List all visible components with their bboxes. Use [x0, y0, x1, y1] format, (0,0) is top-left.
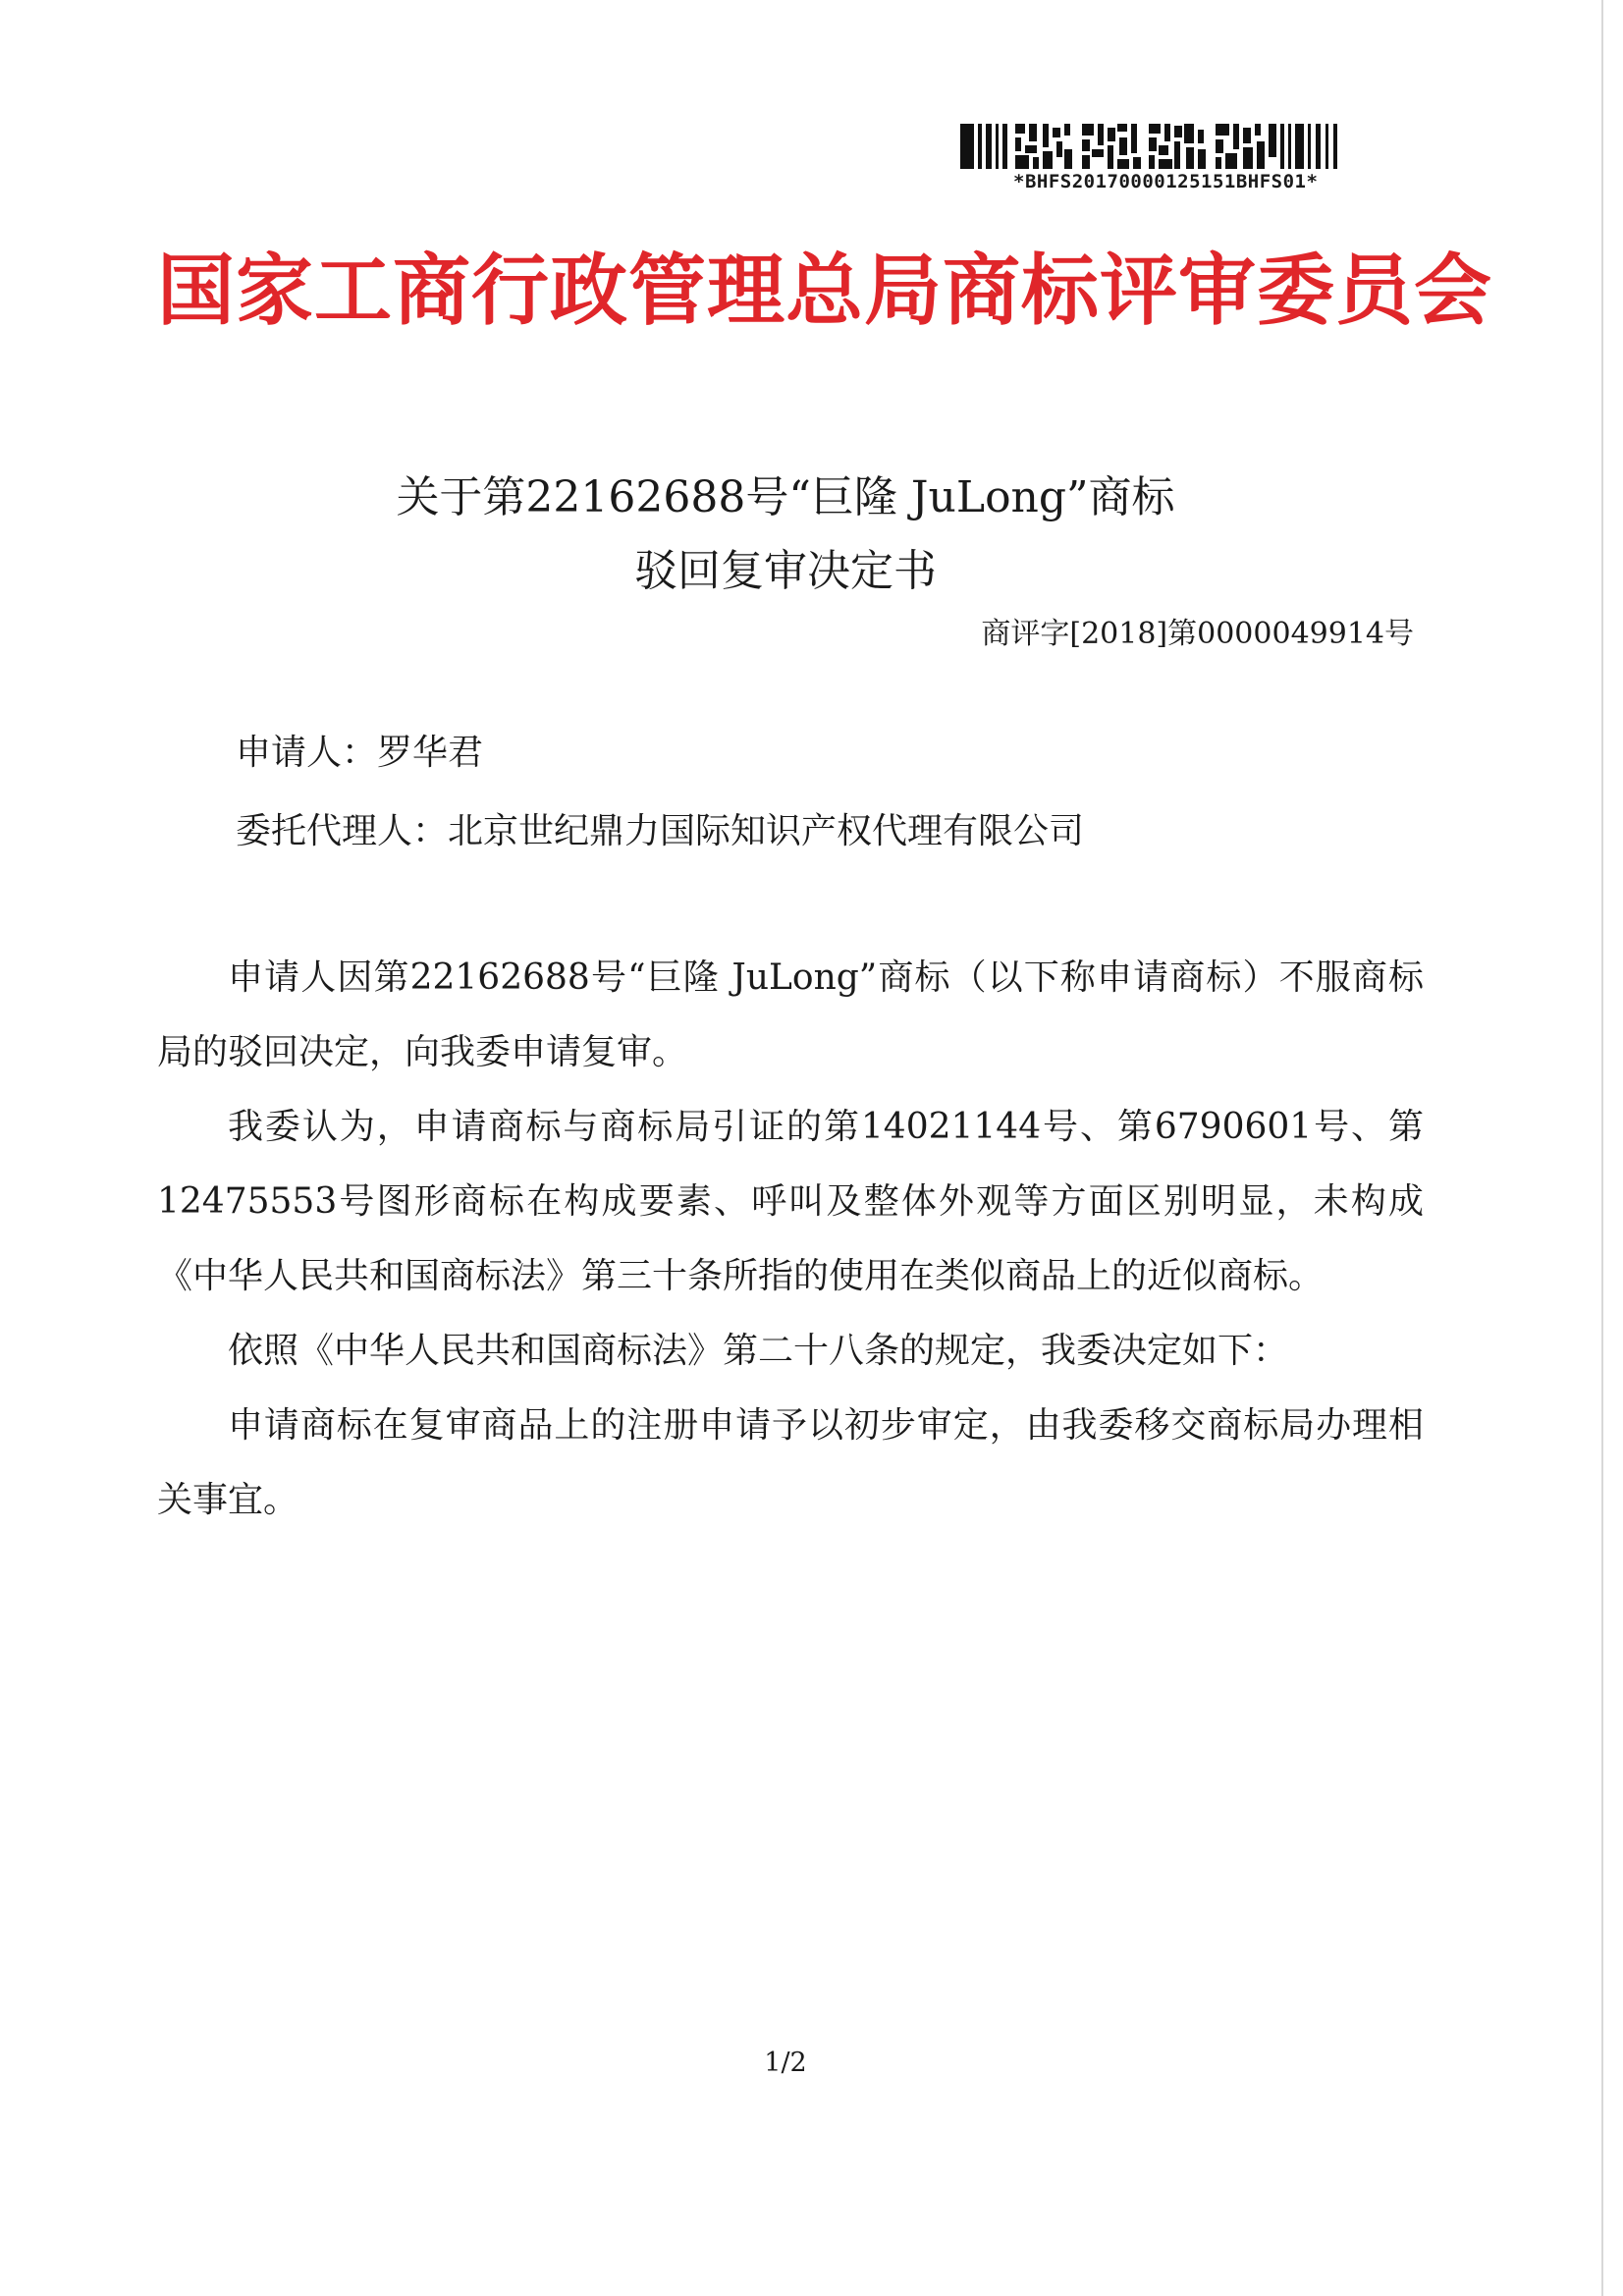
body-paragraph: 依照《中华人民共和国商标法》第二十八条的规定，我委决定如下： — [228, 1331, 1289, 1371]
barcode-number: *BHFS20170000125151BHFS01* — [1013, 171, 1319, 192]
decision-body — [157, 941, 1424, 1538]
document-title-line-1: 关于第22162688号“巨隆 JuLong”商标 — [396, 472, 1175, 522]
reference-number: 商评字[2018]第0000049914号 — [981, 617, 1414, 651]
barcode — [952, 118, 1384, 206]
page-number: 1/2 — [764, 2048, 807, 2078]
body-paragraph: 申请商标在复审商品上的注册申请予以初步审定，由我委移交商标局办理相关事宜。 — [157, 1405, 1424, 1520]
document-title-line-2: 驳回复审决定书 — [634, 546, 937, 596]
agent-line: 委托代理人：北京世纪鼎力国际知识产权代理有限公司 — [236, 811, 1085, 851]
body-paragraph: 申请人因第22162688号“巨隆 JuLong”商标（以下称申请商标）不服商标局的驳回决定，向我委申请复审。 — [157, 957, 1424, 1072]
scan-edge-line — [1601, 0, 1603, 2296]
barcode-graphic — [960, 124, 1363, 169]
body-paragraph: 我委认为，申请商标与商标局引证的第14021144号、第6790601号、第12475553号图形商标在构成要素、呼叫及整体外观等方面区别明显，未构成《中华人民共和国商标法》第三十条所指的使用在类似商品上的近似商标。 — [157, 1107, 1424, 1296]
organization-header: 国家工商行政管理总局商标评审委员会 — [157, 246, 1492, 336]
applicant-line: 申请人：罗华君 — [236, 733, 484, 773]
